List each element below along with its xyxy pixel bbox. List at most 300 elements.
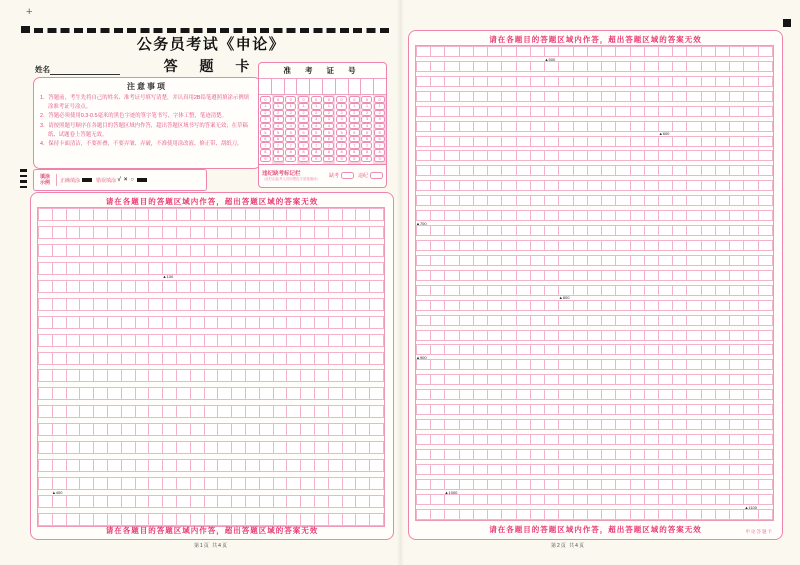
answer-cell[interactable] — [716, 195, 730, 206]
answer-cell[interactable] — [716, 210, 730, 221]
answer-cell[interactable] — [416, 509, 431, 520]
answer-cell[interactable] — [645, 180, 659, 191]
answer-cell[interactable] — [502, 419, 516, 430]
answer-cell[interactable] — [517, 479, 531, 490]
answer-cell[interactable] — [659, 389, 673, 400]
answer-cell[interactable] — [645, 240, 659, 251]
answer-cell[interactable] — [687, 374, 701, 385]
answer-cell[interactable] — [67, 387, 81, 400]
answer-cell[interactable] — [343, 405, 357, 418]
answer-cell[interactable] — [574, 330, 588, 341]
answer-cell[interactable] — [531, 136, 545, 147]
answer-cell[interactable] — [274, 387, 288, 400]
answer-cell[interactable] — [431, 359, 445, 370]
answer-cell[interactable] — [67, 280, 81, 293]
answer-cell[interactable] — [574, 479, 588, 490]
answer-cell[interactable] — [730, 76, 744, 87]
answer-cell[interactable] — [287, 423, 301, 436]
answer-cell[interactable] — [274, 226, 288, 239]
answer-cell[interactable] — [122, 513, 136, 526]
answer-cell[interactable] — [460, 180, 474, 191]
answer-cell[interactable] — [301, 477, 315, 490]
answer-cell[interactable] — [488, 121, 502, 132]
answer-cell[interactable] — [744, 255, 758, 266]
answer-cell[interactable] — [191, 405, 205, 418]
answer-cell[interactable] — [94, 262, 108, 275]
answer-cell[interactable] — [545, 136, 559, 147]
answer-cell[interactable] — [246, 334, 260, 347]
answer-cell[interactable] — [343, 423, 357, 436]
answer-cell[interactable] — [559, 464, 573, 475]
answer-cell[interactable] — [356, 262, 370, 275]
answer-cell[interactable] — [759, 180, 773, 191]
answer-cell[interactable] — [488, 270, 502, 281]
answer-cell[interactable] — [218, 208, 232, 221]
answer-cell[interactable] — [53, 387, 67, 400]
answer-cell[interactable] — [177, 423, 191, 436]
answer-cell[interactable] — [474, 464, 488, 475]
answer-cell[interactable] — [260, 387, 274, 400]
answer-cell[interactable] — [274, 298, 288, 311]
answer-cell[interactable] — [38, 208, 53, 221]
answer-cell[interactable] — [474, 91, 488, 102]
answer-cell[interactable] — [602, 180, 616, 191]
answer-cell[interactable] — [38, 298, 53, 311]
answer-cell[interactable] — [673, 509, 687, 520]
answer-cell[interactable] — [38, 316, 53, 329]
answer-cell[interactable] — [687, 434, 701, 445]
answer-cell[interactable] — [474, 136, 488, 147]
digit-bubble-4[interactable]: 4 — [374, 123, 385, 130]
answer-cell[interactable] — [205, 244, 219, 257]
answer-cell[interactable] — [38, 513, 53, 526]
answer-cell[interactable] — [246, 495, 260, 508]
answer-cell[interactable] — [531, 240, 545, 251]
answer-cell[interactable] — [460, 285, 474, 296]
answer-cell[interactable] — [659, 240, 673, 251]
answer-cell[interactable] — [517, 106, 531, 117]
answer-cell[interactable] — [559, 106, 573, 117]
answer-cell[interactable] — [673, 91, 687, 102]
answer-cell[interactable] — [94, 441, 108, 454]
answer-cell[interactable] — [702, 374, 716, 385]
answer-cell[interactable] — [588, 195, 602, 206]
answer-cell[interactable] — [631, 225, 645, 236]
answer-cell[interactable] — [502, 359, 516, 370]
answer-cell[interactable] — [730, 106, 744, 117]
digit-bubble-7[interactable]: 7 — [349, 142, 360, 149]
answer-cell[interactable] — [687, 61, 701, 72]
ticket-digit-write-cell[interactable] — [348, 79, 361, 94]
answer-cell[interactable] — [274, 244, 288, 257]
answer-cell[interactable] — [356, 477, 370, 490]
answer-cell[interactable] — [602, 449, 616, 460]
answer-cell[interactable] — [488, 509, 502, 520]
answer-cell[interactable] — [588, 404, 602, 415]
answer-cell[interactable] — [488, 285, 502, 296]
answer-cell[interactable] — [343, 352, 357, 365]
answer-cell[interactable] — [205, 477, 219, 490]
answer-cell[interactable] — [80, 405, 94, 418]
answer-cell[interactable] — [445, 106, 459, 117]
ticket-digit-write-cell[interactable] — [296, 79, 309, 94]
answer-cell[interactable] — [416, 419, 431, 430]
answer-cell[interactable] — [301, 387, 315, 400]
answer-cell[interactable] — [659, 61, 673, 72]
answer-cell[interactable] — [67, 423, 81, 436]
answer-cell[interactable] — [38, 334, 53, 347]
answer-cell[interactable] — [67, 334, 81, 347]
answer-cell[interactable] — [673, 136, 687, 147]
answer-cell[interactable] — [730, 225, 744, 236]
answer-cell[interactable] — [559, 150, 573, 161]
answer-cell[interactable] — [730, 419, 744, 430]
answer-cell[interactable] — [108, 369, 122, 382]
answer-cell[interactable] — [545, 434, 559, 445]
answer-cell[interactable] — [177, 459, 191, 472]
answer-cell[interactable] — [559, 255, 573, 266]
answer-cell[interactable] — [744, 300, 758, 311]
answer-cell[interactable] — [531, 479, 545, 490]
answer-cell[interactable] — [205, 495, 219, 508]
answer-cell[interactable] — [673, 165, 687, 176]
answer-cell[interactable] — [744, 195, 758, 206]
answer-cell[interactable] — [416, 270, 431, 281]
digit-bubble-5[interactable]: 5 — [361, 129, 372, 136]
answer-cell[interactable] — [416, 150, 431, 161]
answer-cell[interactable] — [301, 459, 315, 472]
answer-cell[interactable] — [645, 285, 659, 296]
answer-cell[interactable] — [602, 255, 616, 266]
answer-cell[interactable] — [460, 389, 474, 400]
answer-cell[interactable] — [602, 270, 616, 281]
answer-cell[interactable] — [616, 359, 630, 370]
answer-cell[interactable] — [488, 449, 502, 460]
answer-cell[interactable] — [94, 387, 108, 400]
answer-cell[interactable] — [474, 46, 488, 57]
digit-bubble-3[interactable]: 3 — [298, 116, 309, 123]
answer-cell[interactable] — [431, 136, 445, 147]
answer-cell[interactable] — [673, 404, 687, 415]
answer-cell[interactable] — [588, 315, 602, 326]
answer-cell[interactable] — [445, 225, 459, 236]
digit-bubble-6[interactable]: 6 — [323, 136, 334, 143]
answer-cell[interactable] — [574, 285, 588, 296]
digit-bubble-3[interactable]: 3 — [361, 116, 372, 123]
answer-cell[interactable] — [517, 494, 531, 505]
answer-cell[interactable] — [645, 479, 659, 490]
answer-cell[interactable] — [659, 300, 673, 311]
answer-cell[interactable] — [759, 285, 773, 296]
answer-cell[interactable] — [574, 434, 588, 445]
answer-cell[interactable] — [574, 464, 588, 475]
answer-cell[interactable] — [759, 165, 773, 176]
answer-cell[interactable] — [205, 226, 219, 239]
answer-cell[interactable] — [531, 285, 545, 296]
answer-cell[interactable] — [218, 459, 232, 472]
answer-cell[interactable] — [574, 195, 588, 206]
answer-cell[interactable] — [460, 46, 474, 57]
answer-cell[interactable] — [474, 509, 488, 520]
digit-bubble-4[interactable]: 4 — [323, 123, 334, 130]
answer-cell[interactable] — [488, 494, 502, 505]
answer-cell[interactable] — [205, 298, 219, 311]
digit-bubble-3[interactable]: 3 — [374, 116, 385, 123]
answer-cell[interactable] — [574, 419, 588, 430]
answer-cell[interactable] — [108, 316, 122, 329]
answer-cell[interactable] — [445, 240, 459, 251]
answer-cell[interactable] — [460, 91, 474, 102]
answer-cell[interactable] — [38, 280, 53, 293]
answer-cell[interactable] — [702, 300, 716, 311]
answer-cell[interactable] — [531, 344, 545, 355]
answer-cell[interactable] — [744, 389, 758, 400]
answer-cell[interactable] — [730, 180, 744, 191]
answer-cell[interactable] — [730, 404, 744, 415]
answer-cell[interactable] — [559, 479, 573, 490]
answer-cell[interactable] — [177, 352, 191, 365]
answer-cell[interactable] — [488, 210, 502, 221]
answer-cell[interactable] — [531, 46, 545, 57]
answer-cell[interactable] — [730, 165, 744, 176]
answer-cell[interactable] — [149, 208, 163, 221]
answer-cell[interactable] — [574, 315, 588, 326]
answer-cell[interactable] — [602, 210, 616, 221]
answer-cell[interactable] — [716, 300, 730, 311]
answer-cell[interactable] — [136, 477, 150, 490]
answer-cell[interactable] — [574, 509, 588, 520]
answer-cell[interactable] — [659, 225, 673, 236]
digit-bubble-6[interactable]: 6 — [336, 136, 347, 143]
answer-cell[interactable] — [702, 210, 716, 221]
digit-bubble-1[interactable]: 1 — [273, 103, 284, 110]
answer-cell[interactable] — [431, 150, 445, 161]
answer-cell[interactable] — [445, 270, 459, 281]
answer-cell[interactable] — [616, 330, 630, 341]
answer-cell[interactable] — [559, 240, 573, 251]
ticket-digit-write-cell[interactable] — [309, 79, 322, 94]
answer-cell[interactable] — [445, 344, 459, 355]
answer-cell[interactable] — [687, 210, 701, 221]
answer-cell[interactable] — [716, 46, 730, 57]
answer-cell[interactable] — [602, 315, 616, 326]
answer-cell[interactable] — [645, 225, 659, 236]
answer-cell[interactable] — [645, 46, 659, 57]
answer-cell[interactable] — [574, 494, 588, 505]
answer-cell[interactable] — [744, 374, 758, 385]
answer-cell[interactable] — [559, 494, 573, 505]
answer-cell[interactable] — [687, 300, 701, 311]
answer-cell[interactable] — [460, 479, 474, 490]
digit-bubble-0[interactable]: 0 — [273, 96, 284, 103]
answer-cell[interactable] — [531, 195, 545, 206]
answer-cell[interactable] — [246, 513, 260, 526]
answer-cell[interactable] — [53, 423, 67, 436]
answer-cell[interactable] — [108, 262, 122, 275]
answer-cell[interactable] — [315, 298, 329, 311]
answer-cell[interactable] — [759, 344, 773, 355]
answer-cell[interactable] — [149, 459, 163, 472]
answer-cell[interactable] — [744, 136, 758, 147]
answer-cell[interactable] — [370, 280, 384, 293]
answer-cell[interactable] — [416, 91, 431, 102]
answer-cell[interactable] — [545, 195, 559, 206]
answer-cell[interactable] — [588, 300, 602, 311]
answer-cell[interactable] — [673, 330, 687, 341]
answer-cell[interactable] — [274, 262, 288, 275]
answer-cell[interactable] — [716, 165, 730, 176]
answer-cell[interactable] — [488, 225, 502, 236]
answer-cell[interactable] — [474, 106, 488, 117]
answer-cell[interactable] — [356, 280, 370, 293]
answer-cell[interactable] — [588, 285, 602, 296]
digit-bubble-0[interactable]: 0 — [323, 96, 334, 103]
answer-cell[interactable] — [232, 316, 246, 329]
answer-cell[interactable] — [559, 46, 573, 57]
answer-cell[interactable] — [502, 255, 516, 266]
answer-cell[interactable] — [744, 330, 758, 341]
answer-cell[interactable] — [416, 285, 431, 296]
answer-cell[interactable] — [218, 441, 232, 454]
digit-bubble-1[interactable]: 1 — [361, 103, 372, 110]
answer-cell[interactable] — [559, 449, 573, 460]
answer-cell[interactable] — [53, 226, 67, 239]
answer-cell[interactable] — [149, 477, 163, 490]
answer-cell[interactable] — [274, 316, 288, 329]
answer-cell[interactable] — [136, 513, 150, 526]
answer-cell[interactable] — [631, 121, 645, 132]
absent-bubble[interactable] — [341, 172, 354, 179]
answer-cell[interactable] — [149, 405, 163, 418]
answer-cell[interactable] — [287, 405, 301, 418]
answer-cell[interactable] — [559, 76, 573, 87]
digit-bubble-5[interactable]: 5 — [273, 129, 284, 136]
answer-cell[interactable] — [673, 106, 687, 117]
answer-cell[interactable] — [416, 195, 431, 206]
answer-cell[interactable] — [356, 316, 370, 329]
answer-cell[interactable] — [588, 434, 602, 445]
answer-cell[interactable] — [460, 449, 474, 460]
answer-cell[interactable] — [431, 449, 445, 460]
answer-cell[interactable] — [759, 434, 773, 445]
answer-cell[interactable] — [315, 387, 329, 400]
answer-cell[interactable] — [588, 374, 602, 385]
answer-cell[interactable] — [759, 330, 773, 341]
answer-cell[interactable] — [517, 210, 531, 221]
name-input-line[interactable] — [50, 67, 120, 75]
answer-cell[interactable] — [759, 255, 773, 266]
answer-cell[interactable] — [744, 46, 758, 57]
answer-cell[interactable] — [431, 270, 445, 281]
answer-cell[interactable] — [329, 405, 343, 418]
answer-cell[interactable] — [517, 270, 531, 281]
answer-cell[interactable] — [687, 91, 701, 102]
answer-cell[interactable] — [474, 374, 488, 385]
answer-cell[interactable] — [260, 334, 274, 347]
digit-bubble-8[interactable]: 8 — [323, 149, 334, 156]
answer-cell[interactable] — [645, 509, 659, 520]
digit-bubble-2[interactable]: 2 — [298, 110, 309, 117]
answer-cell[interactable] — [343, 477, 357, 490]
answer-cell[interactable] — [574, 300, 588, 311]
answer-cell[interactable] — [517, 419, 531, 430]
answer-cell[interactable] — [517, 374, 531, 385]
answer-cell[interactable] — [315, 495, 329, 508]
answer-cell[interactable] — [431, 61, 445, 72]
answer-cell[interactable] — [559, 121, 573, 132]
answer-cell[interactable] — [445, 180, 459, 191]
answer-cell[interactable] — [246, 280, 260, 293]
answer-cell[interactable] — [431, 344, 445, 355]
ticket-digit-write-cell[interactable] — [322, 79, 335, 94]
answer-cell[interactable] — [502, 404, 516, 415]
answer-cell[interactable] — [53, 244, 67, 257]
answer-cell[interactable] — [329, 387, 343, 400]
answer-cell[interactable] — [474, 255, 488, 266]
digit-bubble-6[interactable]: 6 — [260, 136, 271, 143]
answer-cell[interactable] — [460, 76, 474, 87]
answer-cell[interactable] — [559, 61, 573, 72]
answer-cell[interactable] — [191, 298, 205, 311]
answer-cell[interactable] — [474, 434, 488, 445]
answer-cell[interactable] — [631, 344, 645, 355]
answer-cell[interactable] — [460, 315, 474, 326]
answer-cell[interactable] — [673, 150, 687, 161]
answer-cell[interactable] — [205, 369, 219, 382]
answer-cell[interactable] — [136, 298, 150, 311]
answer-cell[interactable] — [702, 449, 716, 460]
answer-cell[interactable] — [616, 180, 630, 191]
answer-cell[interactable] — [163, 423, 177, 436]
answer-cell[interactable] — [136, 441, 150, 454]
answer-cell[interactable] — [445, 150, 459, 161]
answer-cell[interactable] — [431, 46, 445, 57]
answer-cell[interactable] — [588, 240, 602, 251]
answer-cell[interactable] — [445, 479, 459, 490]
answer-cell[interactable] — [232, 298, 246, 311]
answer-cell[interactable] — [502, 240, 516, 251]
digit-bubble-2[interactable]: 2 — [336, 110, 347, 117]
answer-cell[interactable] — [716, 344, 730, 355]
answer-cell[interactable] — [574, 344, 588, 355]
answer-cell[interactable] — [759, 91, 773, 102]
answer-cell[interactable] — [177, 316, 191, 329]
digit-bubble-0[interactable]: 0 — [374, 96, 385, 103]
answer-cell[interactable] — [460, 136, 474, 147]
answer-cell[interactable] — [163, 405, 177, 418]
answer-cell[interactable] — [445, 255, 459, 266]
answer-cell[interactable] — [488, 136, 502, 147]
answer-cell[interactable] — [517, 449, 531, 460]
answer-cell[interactable] — [329, 423, 343, 436]
answer-cell[interactable] — [329, 208, 343, 221]
answer-cell[interactable] — [531, 419, 545, 430]
answer-cell[interactable] — [616, 136, 630, 147]
answer-cell[interactable] — [759, 449, 773, 460]
answer-cell[interactable] — [759, 46, 773, 57]
answer-cell[interactable] — [315, 244, 329, 257]
answer-cell[interactable] — [730, 374, 744, 385]
answer-cell[interactable] — [687, 106, 701, 117]
answer-cell[interactable] — [38, 441, 53, 454]
answer-cell[interactable] — [370, 262, 384, 275]
answer-cell[interactable] — [80, 334, 94, 347]
answer-cell[interactable] — [759, 195, 773, 206]
answer-cell[interactable] — [136, 280, 150, 293]
answer-cell[interactable] — [136, 387, 150, 400]
answer-cell[interactable] — [301, 513, 315, 526]
digit-bubble-1[interactable]: 1 — [298, 103, 309, 110]
